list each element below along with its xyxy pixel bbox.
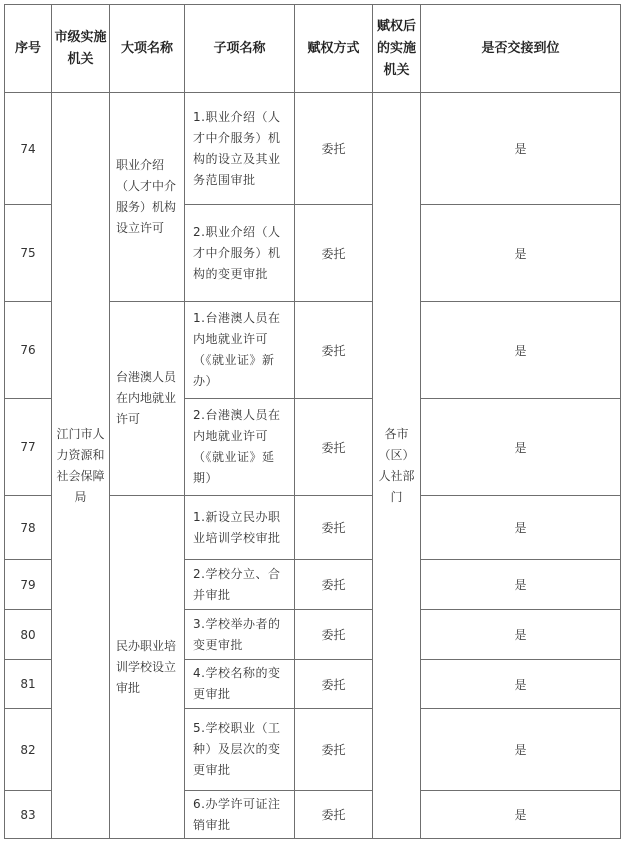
header-handover: 是否交接到位 bbox=[421, 5, 621, 93]
method-cell: 委托 bbox=[295, 791, 373, 839]
city-org-cell: 江门市人力资源和社会保障局 bbox=[52, 93, 110, 839]
method-cell: 委托 bbox=[295, 399, 373, 496]
handover-cell: 是 bbox=[421, 560, 621, 610]
header-city-org: 市级实施机关 bbox=[52, 5, 110, 93]
sub-item-cell: 2.学校分立、合并审批 bbox=[185, 560, 295, 610]
header-major-item: 大项名称 bbox=[110, 5, 185, 93]
header-grantee: 赋权后的实施机关 bbox=[373, 5, 421, 93]
method-cell: 委托 bbox=[295, 93, 373, 205]
sub-item-cell: 2.台港澳人员在内地就业许可（《就业证》延期） bbox=[185, 399, 295, 496]
seq-cell: 79 bbox=[5, 560, 52, 610]
handover-cell: 是 bbox=[421, 660, 621, 709]
handover-cell: 是 bbox=[421, 205, 621, 302]
major-item-cell: 职业介绍（人才中介服务）机构设立许可 bbox=[110, 93, 185, 302]
seq-cell: 78 bbox=[5, 496, 52, 560]
table-row bbox=[5, 93, 621, 205]
grantee-cell: 各市（区）人社部门 bbox=[373, 93, 421, 839]
sub-item-cell: 1.职业介绍（人才中介服务）机构的设立及其业务范围审批 bbox=[185, 93, 295, 205]
handover-cell: 是 bbox=[421, 93, 621, 205]
method-cell: 委托 bbox=[295, 496, 373, 560]
handover-cell: 是 bbox=[421, 302, 621, 399]
header-method: 赋权方式 bbox=[295, 5, 373, 93]
method-cell: 委托 bbox=[295, 709, 373, 791]
sub-item-cell: 3.学校举办者的变更审批 bbox=[185, 610, 295, 660]
header-sub-item: 子项名称 bbox=[185, 5, 295, 93]
sub-item-cell: 6.办学许可证注销审批 bbox=[185, 791, 295, 839]
handover-cell: 是 bbox=[421, 709, 621, 791]
header-seq: 序号 bbox=[5, 5, 52, 93]
major-item-cell: 台港澳人员在内地就业许可 bbox=[110, 302, 185, 496]
sub-item-cell: 5.学校职业（工种）及层次的变更审批 bbox=[185, 709, 295, 791]
method-cell: 委托 bbox=[295, 560, 373, 610]
handover-cell: 是 bbox=[421, 399, 621, 496]
handover-cell: 是 bbox=[421, 791, 621, 839]
seq-cell: 80 bbox=[5, 610, 52, 660]
handover-cell: 是 bbox=[421, 496, 621, 560]
sub-item-cell: 1.台港澳人员在内地就业许可（《就业证》新办） bbox=[185, 302, 295, 399]
method-cell: 委托 bbox=[295, 610, 373, 660]
authorization-table bbox=[4, 4, 621, 839]
sub-item-cell: 2.职业介绍（人才中介服务）机构的变更审批 bbox=[185, 205, 295, 302]
seq-cell: 76 bbox=[5, 302, 52, 399]
seq-cell: 83 bbox=[5, 791, 52, 839]
method-cell: 委托 bbox=[295, 302, 373, 399]
seq-cell: 82 bbox=[5, 709, 52, 791]
handover-cell: 是 bbox=[421, 610, 621, 660]
major-item-cell: 民办职业培训学校设立审批 bbox=[110, 496, 185, 839]
method-cell: 委托 bbox=[295, 205, 373, 302]
seq-cell: 81 bbox=[5, 660, 52, 709]
seq-cell: 74 bbox=[5, 93, 52, 205]
method-cell: 委托 bbox=[295, 660, 373, 709]
sub-item-cell: 1.新设立民办职业培训学校审批 bbox=[185, 496, 295, 560]
header-row bbox=[5, 5, 621, 93]
seq-cell: 75 bbox=[5, 205, 52, 302]
seq-cell: 77 bbox=[5, 399, 52, 496]
sub-item-cell: 4.学校名称的变更审批 bbox=[185, 660, 295, 709]
